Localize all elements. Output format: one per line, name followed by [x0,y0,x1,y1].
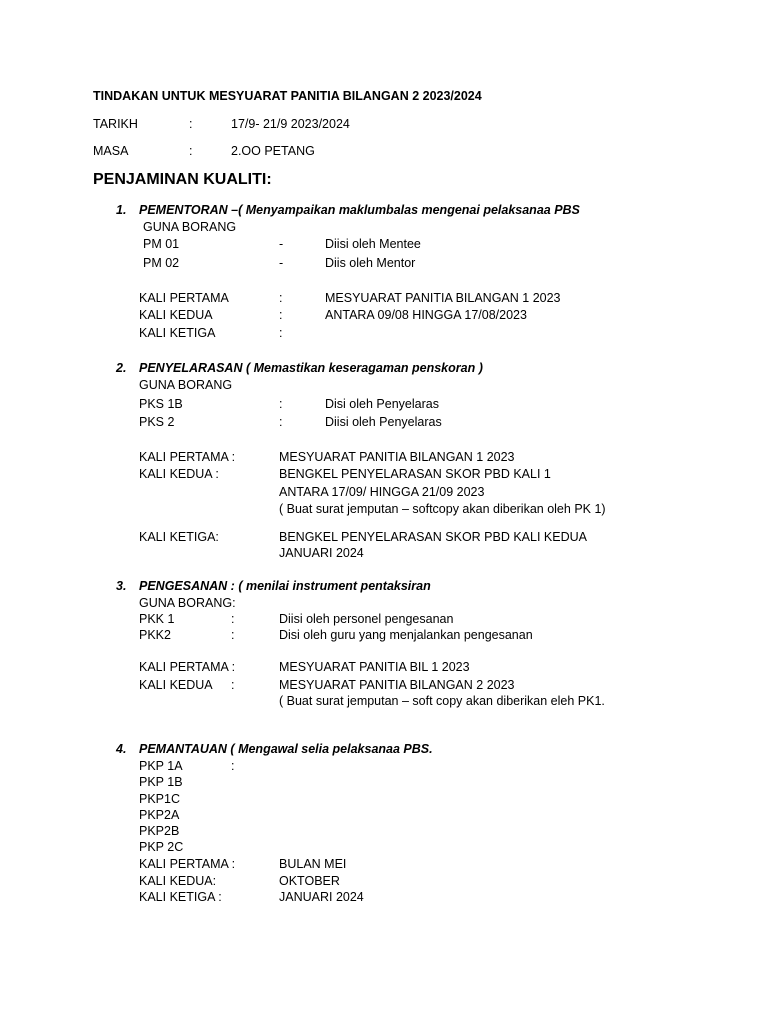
s4-form-sep: : [231,759,235,773]
s2-form-value: Disi oleh Penyelaras [325,397,439,411]
s2-form-label: PKS 2 [139,415,175,429]
s3-kali-label: KALI KEDUA [139,678,213,692]
s2-form-label: PKS 1B [139,397,183,411]
s4-form-label: PKP2B [139,824,180,838]
s1-form-sep: - [279,237,284,251]
s4-form-label: PKP 1B [139,775,183,789]
s1-form-value: Diis oleh Mentor [325,256,416,270]
s1-kali-label: KALI KEDUA [139,308,213,322]
s3-kali-label: KALI PERTAMA : [139,660,236,674]
s3-title: PENGESANAN : ( menilai instrument pentaksiran [139,579,431,593]
s1-kali-sep: : [279,291,283,305]
s2-kali-value: ANTARA 17/09/ HINGGA 21/09 2023 [279,485,485,499]
s4-form-label: PKP1C [139,792,180,806]
s3-form-label: PKK2 [139,628,171,642]
s3-form-value: Diisi oleh personel pengesanan [279,612,454,626]
s2-number: 2. [116,361,127,375]
s1-form-label: PM 01 [143,237,180,251]
s1-kali-sep: : [279,326,283,340]
s1-guna-borang: GUNA BORANG [143,220,237,234]
s1-kali-sep: : [279,308,283,322]
s1-form-value: Diisi oleh Mentee [325,237,421,251]
s3-form-sep: : [231,628,235,642]
s4-kali-value: BULAN MEI [279,857,347,871]
s4-kali-label: KALI PERTAMA : [139,857,236,871]
s3-kali-value: MESYUARAT PANITIA BILANGAN 2 2023 [279,678,515,692]
s2-form-value: Diisi oleh Penyelaras [325,415,442,429]
s2-kali-label: KALI KETIGA: [139,530,219,544]
s2-kali-value: JANUARI 2024 [279,546,364,560]
masa-label: MASA [93,144,129,158]
s1-form-sep: - [279,256,284,270]
s3-kali-value: MESYUARAT PANITIA BIL 1 2023 [279,660,470,674]
masa-value: 2.OO PETANG [231,144,315,158]
s1-kali-label: KALI KETIGA [139,326,216,340]
s2-kali-value: BENGKEL PENYELARASAN SKOR PBD KALI KEDUA [279,530,587,544]
s1-number: 1. [116,203,127,217]
s3-form-value: Disi oleh guru yang menjalankan pengesanan [279,628,533,642]
s4-kali-value: OKTOBER [279,874,340,888]
s2-kali-label: KALI KEDUA : [139,467,219,481]
s4-form-label: PKP2A [139,808,180,822]
s4-form-label: PKP 2C [139,840,184,854]
s4-kali-label: KALI KEDUA: [139,874,217,888]
masa-colon: : [189,144,193,158]
s4-kali-value: JANUARI 2024 [279,890,364,904]
s3-kali-sep: : [231,678,235,692]
s3-form-sep: : [231,612,235,626]
document-title: TINDAKAN UNTUK MESYUARAT PANITIA BILANGAN 2 2023/2024 [93,89,482,103]
s1-kali-label: KALI PERTAMA [139,291,229,305]
s4-title: PEMANTAUAN ( Mengawal selia pelaksanaa PBS. [139,742,433,756]
s2-form-sep: : [279,415,283,429]
s4-number: 4. [116,742,127,756]
s2-kali-label: KALI PERTAMA : [139,450,236,464]
s3-kali-note: ( Buat surat jemputan – soft copy akan diberikan eleh PK1. [279,694,605,708]
tarikh-value: 17/9- 21/9 2023/2024 [231,117,350,131]
s1-title: PEMENTORAN –( Menyampaikan maklumbalas mengenai pelaksanaa PBS [139,203,580,217]
s2-title: PENYELARASAN ( Memastikan keseragaman penskoran ) [139,361,483,375]
s4-form-label: PKP 1A [139,759,183,773]
s2-form-sep: : [279,397,283,411]
s1-form-label: PM 02 [143,256,180,270]
section-heading: PENJAMINAN KUALITI: [93,171,272,188]
s2-kali-value: BENGKEL PENYELARASAN SKOR PBD KALI 1 [279,467,551,481]
tarikh-label: TARIKH [93,117,138,131]
tarikh-colon: : [189,117,193,131]
s3-guna-borang: GUNA BORANG: [139,596,236,610]
s4-kali-label: KALI KETIGA : [139,890,222,904]
s2-kali-value: MESYUARAT PANITIA BILANGAN 1 2023 [279,450,515,464]
s1-kali-value: ANTARA 09/08 HINGGA 17/08/2023 [325,308,527,322]
s3-form-label: PKK 1 [139,612,175,626]
s1-kali-value: MESYUARAT PANITIA BILANGAN 1 2023 [325,291,561,305]
s2-kali-note: ( Buat surat jemputan – softcopy akan diberikan oleh PK 1) [279,502,606,516]
s3-number: 3. [116,579,127,593]
s2-guna-borang: GUNA BORANG [139,378,233,392]
